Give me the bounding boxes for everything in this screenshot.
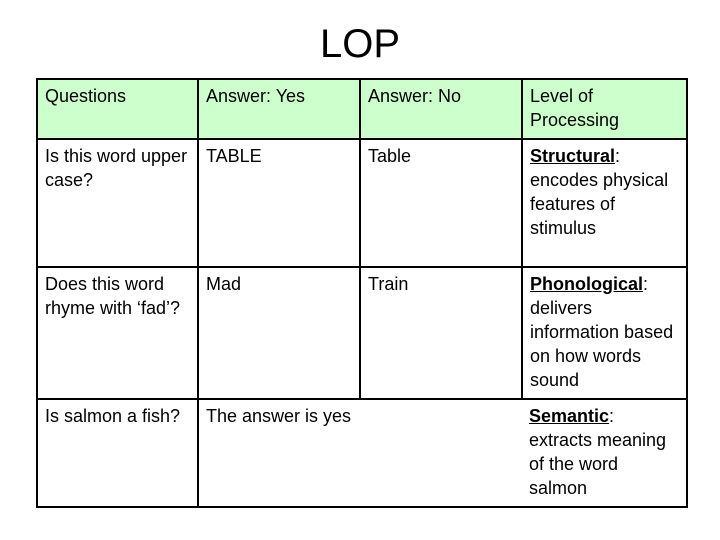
level-description: : encodes physical features of stimulus [530, 146, 669, 238]
header-answer-no: Answer: No [360, 79, 522, 139]
lop-table [36, 78, 688, 508]
table-row [37, 399, 687, 507]
no-cell: Table [360, 139, 522, 267]
slide-title: LOP [319, 22, 401, 66]
level-description: : extracts meaning of the word salmon [529, 406, 667, 498]
question-cell: Does this word rhyme with ‘fad’? [37, 267, 198, 399]
header-level-of-processing: Level of Processing [522, 79, 687, 139]
level-description: : delivers information based on how words sound [530, 274, 674, 390]
combined-answer-cell: The answer is yes [198, 399, 522, 507]
level-term: Phonological [530, 274, 644, 294]
question-cell: Is salmon a fish? [37, 399, 198, 507]
table-header-row [37, 79, 687, 139]
yes-cell: TABLE [198, 139, 360, 267]
level-cell [522, 267, 687, 399]
question-cell: Is this word upper case? [37, 139, 198, 267]
table-row [37, 267, 687, 399]
no-cell: Train [360, 267, 522, 399]
level-term: Semantic [529, 406, 610, 426]
header-answer-yes: Answer: Yes [198, 79, 360, 139]
header-questions: Questions [37, 79, 198, 139]
level-cell [522, 139, 687, 267]
level-term: Structural [530, 146, 616, 166]
level-cell [522, 399, 687, 507]
table-row [37, 139, 687, 267]
yes-cell: Mad [198, 267, 360, 399]
